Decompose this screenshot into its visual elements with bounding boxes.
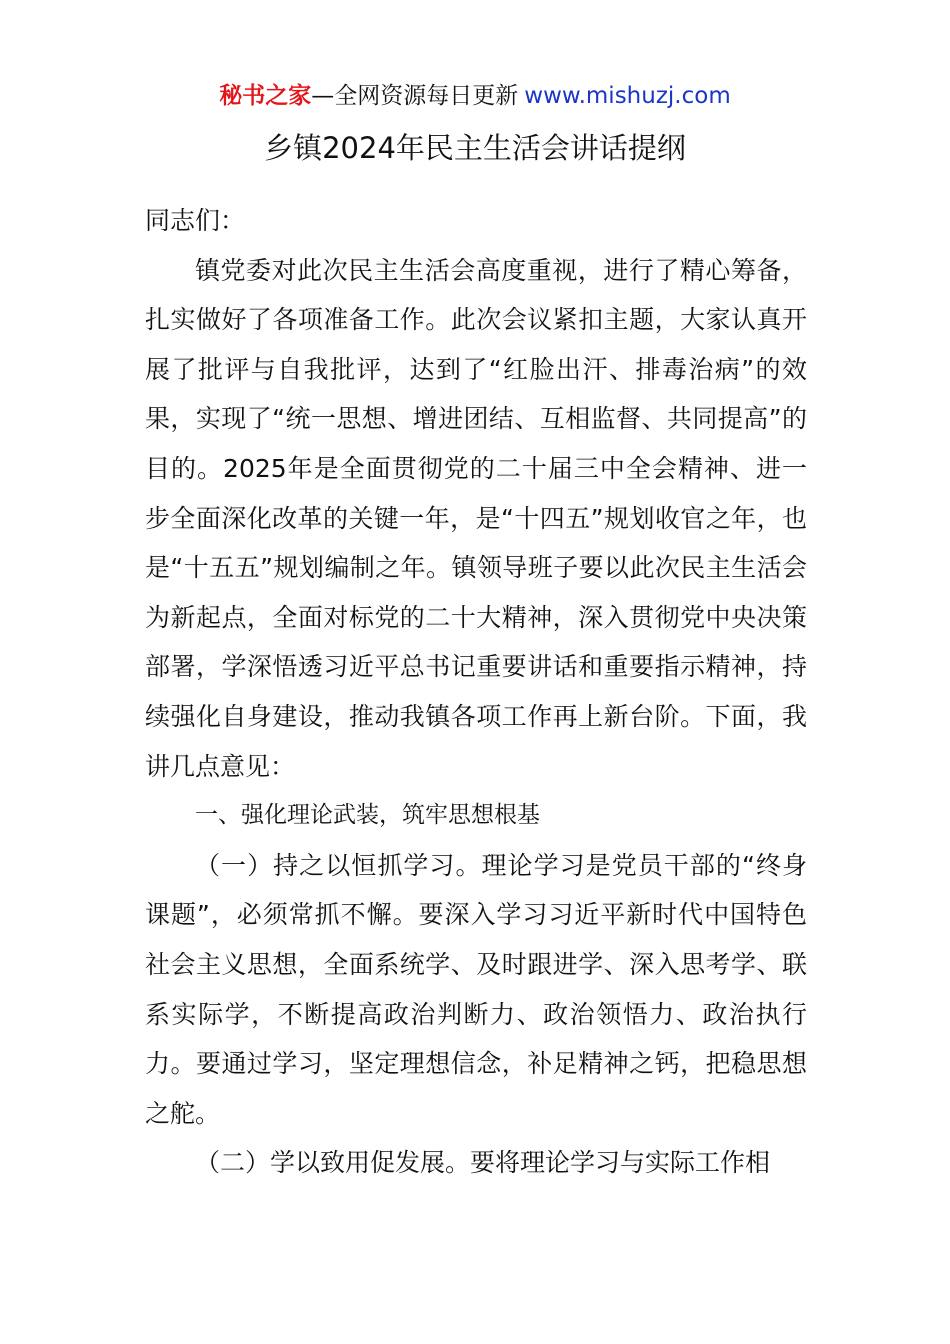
intro-paragraph: 镇党委对此次民主生活会高度重视，进行了精心筹备，扎实做好了各项准备工作。此次会议紧扣主题，大家认真开展了批评与自我批评，达到了“红脸出汗、排毒治病”的效果，实现了“统一思想、增进团结、互相监督、共同提高”的目的。2025年是全面贯彻党的二十届三中全会精神、进一步全面深化改革的关键一年，是“十四五”规划收官之年，也是“十五五”规划编制之年。镇领导班子要以此次民主生活会为新起点，全面对标党的二十大精神，深入贯彻党中央决策部署，学深悟透习近平总书记重要讲话和重要指示精神，持续强化自身建设，推动我镇各项工作再上新台阶。下面，我讲几点意见： [145,255,807,781]
brand-name: 秘书之家 [219,83,312,109]
document-body [145,196,807,1188]
salutation: 同志们： [145,206,246,235]
subsection-paragraph-1: （一）持之以恒抓学习。理论学习是党员干部的“终身课题”，必须常抓不懈。要深入学习习近平新时代中国特色社会主义思想，全面系统学、及时跟进学、深入思考学、联系实际学，不断提高政治判断力、政治领悟力、政治执行力。要通过学习，坚定理想信念，补足精神之钙，把稳思想之舵。 [145,850,807,1128]
subsection-paragraph-2: （二）学以致用促发展。要将理论学习与实际工作相 [195,1148,771,1178]
section-heading: 一、强化理论武装，筑牢思想根基 [195,802,540,829]
watermark-header [0,80,950,112]
brand-tagline: —全网资源每日更新 [311,83,519,109]
site-url-link[interactable]: www.mishuzj.com [524,83,731,109]
document-title: 乡镇2024年民主生活会讲话提纲 [264,131,686,165]
